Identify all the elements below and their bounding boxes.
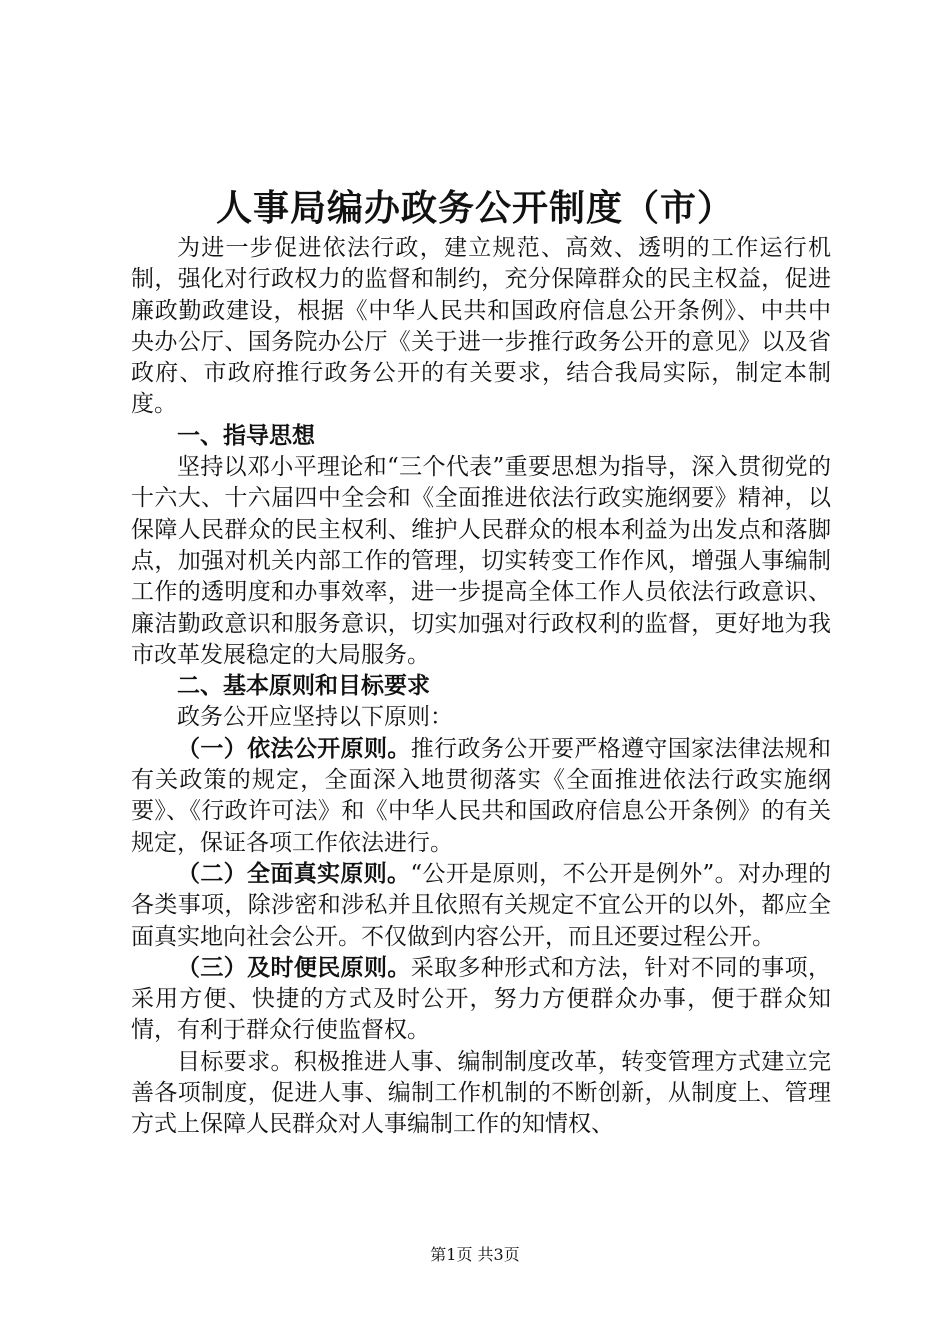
document-body (131, 233, 831, 1141)
principle-paragraph (131, 953, 831, 1047)
principle-label: （一）依法公开原则。 (177, 735, 411, 762)
principle-label: （二）全面真实原则。 (177, 860, 411, 887)
principle-paragraph (131, 734, 831, 859)
section-heading-guiding-ideology: 一、指导思想 (177, 422, 315, 449)
principles-lead-paragraph: 政务公开应坚持以下原则： (177, 704, 453, 731)
principle-text: 采取多种形式和方法，针对不同的事项，采用方便、快捷的方式及时公开，努力方便群众办事，便于群众知情，有利于群众行使监督权。 (131, 954, 832, 1044)
guiding-ideology-paragraph: 坚持以邓小平理论和“三个代表”重要思想为指导，深入贯彻党的十六大、十六届四中全会和《全面推进依法行政实施纲要》精神，以保障人民群众的民主权利、维护人民群众的根本利益为出发点和落脚点，加强对机关内部工作的管理，切实转变工作作风，增强人事编制工作的透明度和办事效率，进一步提高全体工作人员依法行政意识、廉洁勤政意识和服务意识，切实加强对行政权利的监督，更好地为我市改革发展稳定的大局服务。 (131, 454, 831, 668)
goal-paragraph: 目标要求。积极推进人事、编制制度改革，转变管理方式建立完善各项制度，促进人事、编制工作机制的不断创新，从制度上、管理方式上保障人民群众对人事编制工作的知情权、 (131, 1048, 831, 1138)
principle-paragraph (131, 859, 831, 953)
document-title: 人事局编办政务公开制度（市） (215, 187, 734, 229)
page-number-footer: 第1页 共3页 (430, 1245, 520, 1264)
intro-paragraph: 为进一步促进依法行政，建立规范、高效、透明的工作运行机制，强化对行政权力的监督和制约，充分保障群众的民主权益，促进廉政勤政建设，根据《中华人民共和国政府信息公开条例》、中共中央办公厅、国务院办公厅《关于进一步推行政务公开的意见》以及省政府、市政府推行政务公开的有关要求，结合我局实际，制定本制度。 (131, 235, 831, 418)
section-heading-principles: 二、基本原则和目标要求 (177, 673, 430, 700)
principle-label: （三）及时便民原则。 (177, 954, 411, 981)
principle-text: “公开是原则，不公开是例外”。对办理的各类事项，除涉密和涉私并且依照有关规定不宜公开的以外，都应全面真实地向社会公开。不仅做到内容公开，而且还要过程公开。 (131, 860, 831, 950)
principle-text: 推行政务公开要严格遵守国家法律法规和有关政策的规定，全面深入地贯彻落实《全面推进依法行政实施纲要》、《行政许可法》和《中华人民共和国政府信息公开条例》的有关规定，保证各项工作依法进行。 (131, 735, 832, 856)
